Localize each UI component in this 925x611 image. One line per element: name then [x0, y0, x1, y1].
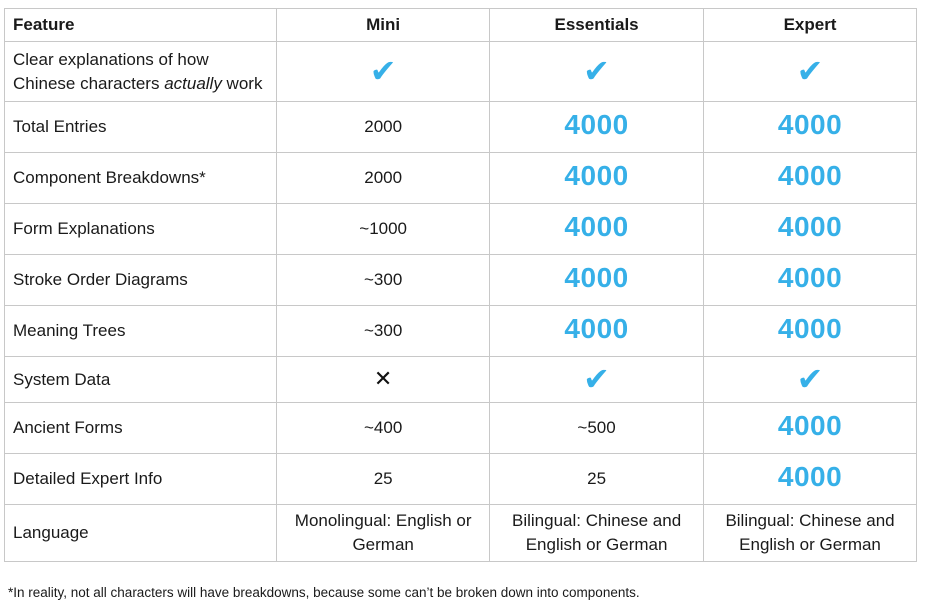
expert-cell [704, 204, 917, 255]
table-row [5, 255, 917, 306]
mini-cell: ~400 [277, 403, 490, 454]
table-header-row [5, 9, 917, 42]
essentials-cell [490, 357, 704, 403]
table-row [5, 454, 917, 505]
feature-label: Ancient Forms [5, 403, 277, 454]
highlight-value: 4000 [777, 109, 843, 140]
highlight-value: 4000 [777, 410, 843, 441]
table-row [5, 306, 917, 357]
expert-cell [704, 153, 917, 204]
expert-cell [704, 357, 917, 403]
feature-label: work [221, 73, 263, 93]
feature-label: Form Explanations [5, 204, 277, 255]
expert-cell [704, 255, 917, 306]
table-row [5, 403, 917, 454]
highlight-value: 4000 [564, 160, 629, 191]
mini-cell [277, 42, 490, 102]
highlight-value: 4000 [564, 262, 629, 293]
essentials-cell: 25 [490, 454, 704, 505]
highlight-value: 4000 [777, 313, 843, 344]
expert-cell [704, 102, 917, 153]
table-row [5, 153, 917, 204]
feature-label: Total Entries [5, 102, 277, 153]
expert-cell [704, 403, 917, 454]
mini-cell: Monolingual: English or German [277, 505, 490, 562]
highlight-value: 4000 [777, 461, 843, 492]
essentials-cell [490, 255, 704, 306]
highlight-value: 4000 [777, 211, 843, 242]
expert-cell [704, 42, 917, 102]
essentials-cell: Bilingual: Chinese and English or German [490, 505, 704, 562]
footnote: *In reality, not all characters will have breakdowns, because some can’t be broken down into components. [8, 585, 640, 600]
expert-cell: Bilingual: Chinese and English or German [704, 505, 917, 562]
feature-label: Language [5, 505, 277, 562]
feature-label: Detailed Expert Info [5, 454, 277, 505]
essentials-column-header: Essentials [490, 9, 704, 42]
highlight-value: 4000 [564, 313, 629, 344]
checkmark-icon: ✔ [369, 52, 397, 89]
essentials-cell [490, 204, 704, 255]
feature-label: Component Breakdowns* [5, 153, 277, 204]
checkmark-icon: ✔ [583, 360, 610, 397]
checkmark-icon: ✔ [796, 360, 824, 397]
mini-cell: 2000 [277, 153, 490, 204]
comparison-table [4, 8, 917, 562]
mini-cell: 25 [277, 454, 490, 505]
cross-icon: ✕ [373, 365, 393, 391]
feature-label: Clear explanations of how Chinese characters [13, 49, 209, 93]
feature-cell [5, 42, 277, 102]
feature-label: System Data [5, 357, 277, 403]
essentials-cell [490, 153, 704, 204]
mini-cell: ~300 [277, 306, 490, 357]
mini-cell: ~300 [277, 255, 490, 306]
highlight-value: 4000 [564, 109, 629, 140]
expert-cell [704, 454, 917, 505]
highlight-value: 4000 [777, 160, 843, 191]
essentials-cell [490, 102, 704, 153]
feature-label-emphasis: actually [164, 73, 222, 93]
expert-column-header: Expert [704, 9, 917, 42]
table-row [5, 42, 917, 102]
essentials-cell [490, 42, 704, 102]
mini-cell: 2000 [277, 102, 490, 153]
feature-column-header: Feature [5, 9, 277, 42]
feature-label: Stroke Order Diagrams [5, 255, 277, 306]
expert-cell [704, 306, 917, 357]
table-row [5, 357, 917, 403]
checkmark-icon: ✔ [583, 52, 610, 89]
feature-label: Meaning Trees [5, 306, 277, 357]
table-row [5, 505, 917, 562]
mini-column-header: Mini [277, 9, 490, 42]
essentials-cell [490, 306, 704, 357]
essentials-cell: ~500 [490, 403, 704, 454]
highlight-value: 4000 [777, 262, 843, 293]
mini-cell [277, 357, 490, 403]
checkmark-icon: ✔ [796, 52, 824, 89]
highlight-value: 4000 [564, 211, 629, 242]
table-row [5, 204, 917, 255]
mini-cell: ~1000 [277, 204, 490, 255]
table-row [5, 102, 917, 153]
